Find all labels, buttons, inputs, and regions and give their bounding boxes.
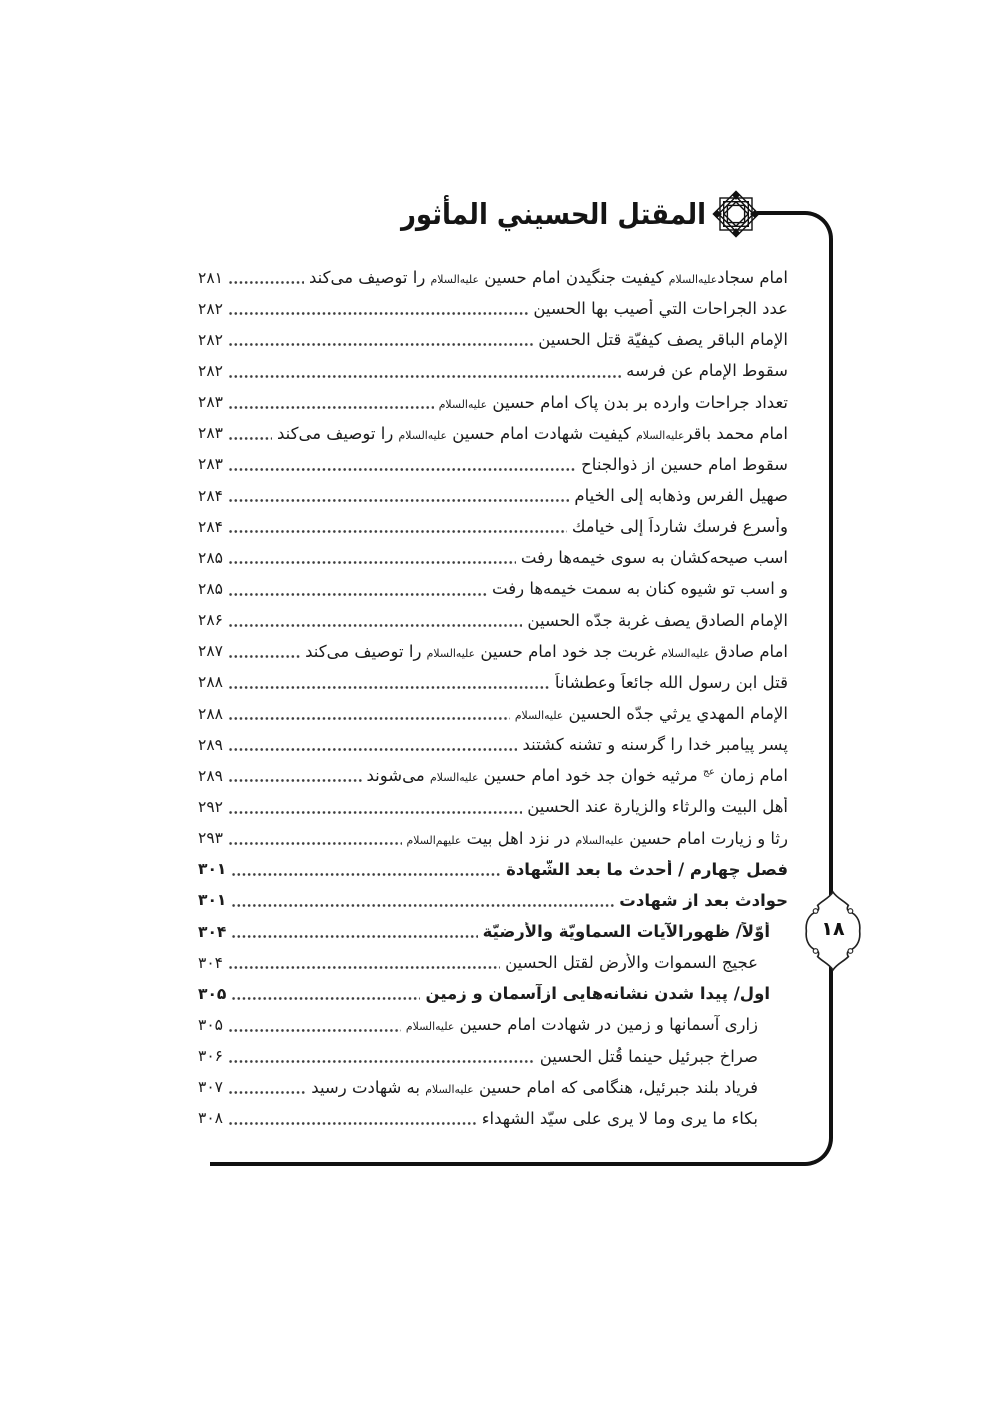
toc-entry-title: رثا و زیارت امام حسین علیه‌السلام در نزد اهل بیت علیهم‌السلام xyxy=(406,828,788,848)
toc-leader-dots xyxy=(228,715,510,722)
toc-entry xyxy=(198,791,788,822)
toc-entry-title: أوّلاً/ ظهورالآیات السماویّة والأرضیّة xyxy=(482,922,770,942)
toc-entry xyxy=(198,511,788,542)
toc-entry xyxy=(198,1041,788,1072)
toc-entry-page: ۳۰۶ xyxy=(198,1047,223,1066)
toc-entry-page: ۳۰۸ xyxy=(198,1109,223,1128)
toc-entry-page: ۲۸۷ xyxy=(198,642,223,661)
toc-entry-title: أهل البيت والرثاء والزيارة عند الحسين xyxy=(527,797,788,817)
toc-entry-title: پسر پیامبر خدا را گرسنه و تشنه کشتند xyxy=(522,735,788,755)
toc-leader-dots xyxy=(228,310,528,317)
toc-entry xyxy=(198,1103,788,1134)
toc-entry-title: اول/ پیدا شدن نشانه‌هایی ازآسمان و زمین xyxy=(425,984,770,1004)
toc-entry-page: ۲۸۳ xyxy=(198,424,223,443)
toc-leader-dots xyxy=(228,840,402,847)
toc-entry-title: امام صادق علیه‌السلام غربت جد خود امام حسین علیه‌السلام را توصیف می‌کند xyxy=(305,641,788,661)
toc-leader-dots xyxy=(228,591,487,598)
toc-entry-page: ۳۰۱ xyxy=(198,891,227,910)
toc-leader-dots xyxy=(228,964,500,971)
toc-leader-dots xyxy=(228,684,550,691)
toc-entry xyxy=(198,542,788,573)
toc-entry-title: سقوط الإمام عن فرسه xyxy=(626,361,788,381)
toc-entry-title: فصل چهارم / أحدث ما بعد الشَّهادة xyxy=(506,859,788,879)
toc-entry xyxy=(198,729,788,760)
toc-entry-page: ۲۸۳ xyxy=(198,455,223,474)
toc-entry-page: ۳۰۷ xyxy=(198,1078,223,1097)
toc-leader-dots xyxy=(228,404,434,411)
toc-leader-dots xyxy=(228,466,576,473)
toc-leader-dots xyxy=(228,528,567,535)
toc-entry-title: الإمام المهدي يرثي جدّه الحسين علیه‌السلام xyxy=(514,704,788,724)
toc-entry-page: ۳۰۵ xyxy=(198,1015,223,1034)
toc-entry-title: الإمام الصادق يصف غربة جدّه الحسين xyxy=(527,610,788,630)
toc-entry xyxy=(198,698,788,729)
toc-entry-page: ۳۰۱ xyxy=(198,860,227,879)
toc-entry-page: ۳۰۴ xyxy=(198,922,227,941)
toc-leader-dots xyxy=(228,1058,535,1065)
toc-entry-page: ۲۸۶ xyxy=(198,611,223,630)
toc-entry xyxy=(198,667,788,698)
toc-entry xyxy=(198,823,788,854)
toc-entry xyxy=(198,947,788,978)
toc-entry-page: ۲۸۲ xyxy=(198,299,223,318)
toc-leader-dots xyxy=(228,373,621,380)
toc-entry xyxy=(198,1072,788,1103)
toc-entry-title: حوادث بعد از شهادت xyxy=(619,890,788,910)
toc-entry-title: عدد الجراحات التي أُصيب بها الحسين xyxy=(533,299,788,319)
toc-leader-dots xyxy=(228,435,272,442)
toc-entry xyxy=(198,418,788,449)
toc-entry-title: سقوط امام حسین از ذوالجناح xyxy=(581,454,788,474)
toc-entry-title: صراخ جبرئیل حینما قُتل الحسین xyxy=(539,1046,758,1066)
toc-entry-page: ۳۰۴ xyxy=(198,953,223,972)
toc-entry-page: ۲۹۲ xyxy=(198,797,223,816)
toc-entry-page: ۲۸۹ xyxy=(198,735,223,754)
toc-leader-dots xyxy=(228,746,517,753)
toc-entry-title: زاری آسمانها و زمین در شهادت امام حسین علیه‌السلام xyxy=(405,1015,758,1035)
toc-entry-page: ۲۸۳ xyxy=(198,393,223,412)
toc-leader-dots xyxy=(228,777,362,784)
toc-entry-page: ۲۸۴ xyxy=(198,517,223,536)
toc-entry-page: ۳۰۵ xyxy=(198,984,227,1003)
toc-entry xyxy=(198,355,788,386)
toc-leader-dots xyxy=(231,902,614,909)
toc-entry-page: ۲۸۴ xyxy=(198,486,223,505)
toc-leader-dots xyxy=(228,653,300,660)
toc-entry-title: بکاء ما یری وما لا یری علی سیّد الشهداء xyxy=(481,1108,758,1128)
toc-entry xyxy=(198,1009,788,1040)
toc-entry-title: الإمام الباقر يصف كيفيّة قتل الحسين xyxy=(538,330,788,350)
toc-entry-title: عجیج السموات والأرض لقتل الحسین xyxy=(505,953,758,973)
toc-entry-title: قتل ابن رسول الله جائعاً وعطشاناً xyxy=(554,672,788,692)
toc-entry-title: و اسب تو شیوه کنان به سمت خیمه‌ها رفت xyxy=(492,579,788,599)
toc-entry xyxy=(198,978,788,1009)
toc-entry-page: ۲۸۱ xyxy=(198,268,223,287)
book-title-calligraphy: المقتل الحسيني المأثور xyxy=(400,198,706,232)
toc-entry xyxy=(198,449,788,480)
table-of-contents xyxy=(198,262,788,1134)
toc-entry-page: ۲۸۵ xyxy=(198,548,223,567)
toc-entry xyxy=(198,605,788,636)
toc-entry-page: ۲۹۳ xyxy=(198,829,223,848)
toc-entry-page: ۲۸۲ xyxy=(198,361,223,380)
toc-leader-dots xyxy=(228,1089,306,1096)
toc-leader-dots xyxy=(231,995,420,1002)
toc-leader-dots xyxy=(228,1027,401,1034)
toc-leader-dots xyxy=(228,341,533,348)
toc-leader-dots xyxy=(228,279,304,286)
toc-entry xyxy=(198,885,788,916)
toc-entry xyxy=(198,387,788,418)
eight-pointed-star-icon xyxy=(712,190,760,238)
toc-entry xyxy=(198,636,788,667)
toc-leader-dots xyxy=(228,809,522,816)
toc-entry-title: فریاد بلند جبرئیل، هنگامی که امام حسین علیه‌السلام به شهادت رسید xyxy=(311,1077,758,1097)
toc-entry xyxy=(198,324,788,355)
toc-entry-title: امام زمان $^{عج}$ مرثیه خوان جد خود امام حسین علیه‌السلام می‌شوند xyxy=(366,766,788,786)
toc-entry-title: امام محمد باقرعلیه‌السلام کیفیت شهادت امام حسین علیه‌السلام را توصیف می‌کند xyxy=(276,423,788,443)
toc-entry-page: ۲۸۵ xyxy=(198,579,223,598)
page-number: ۱۸ xyxy=(821,918,845,940)
toc-entry-page: ۲۸۸ xyxy=(198,673,223,692)
toc-entry xyxy=(198,293,788,324)
page-number-medallion xyxy=(801,890,865,972)
toc-leader-dots xyxy=(231,871,501,878)
toc-entry-title: تعداد جراحات وارده بر بدن پاک امام حسین علیه‌السلام xyxy=(438,392,788,412)
toc-entry-title: امام سجادعلیه‌السلام کیفیت جنگیدن امام حسین علیه‌السلام را توصیف می‌کند xyxy=(308,268,788,288)
toc-entry xyxy=(198,916,788,947)
toc-entry-title: صهيل الفرس وذهابه إلى الخيام xyxy=(574,486,788,506)
toc-leader-dots xyxy=(231,933,477,940)
toc-entry xyxy=(198,760,788,791)
toc-entry-title: اسب صیحه‌کشان به سوی خیمه‌ها رفت xyxy=(520,548,788,568)
toc-entry-page: ۲۸۸ xyxy=(198,704,223,723)
toc-entry xyxy=(198,480,788,511)
toc-entry-title: وأسرع فرسك شارداً إلى خيامك xyxy=(571,517,788,537)
toc-entry-page: ۲۸۲ xyxy=(198,330,223,349)
toc-entry xyxy=(198,854,788,885)
toc-entry xyxy=(198,573,788,604)
toc-leader-dots xyxy=(228,1120,477,1127)
toc-entry xyxy=(198,262,788,293)
toc-leader-dots xyxy=(228,497,569,504)
toc-entry-page: ۲۸۹ xyxy=(198,766,223,785)
toc-leader-dots xyxy=(228,622,522,629)
toc-leader-dots xyxy=(228,559,516,566)
